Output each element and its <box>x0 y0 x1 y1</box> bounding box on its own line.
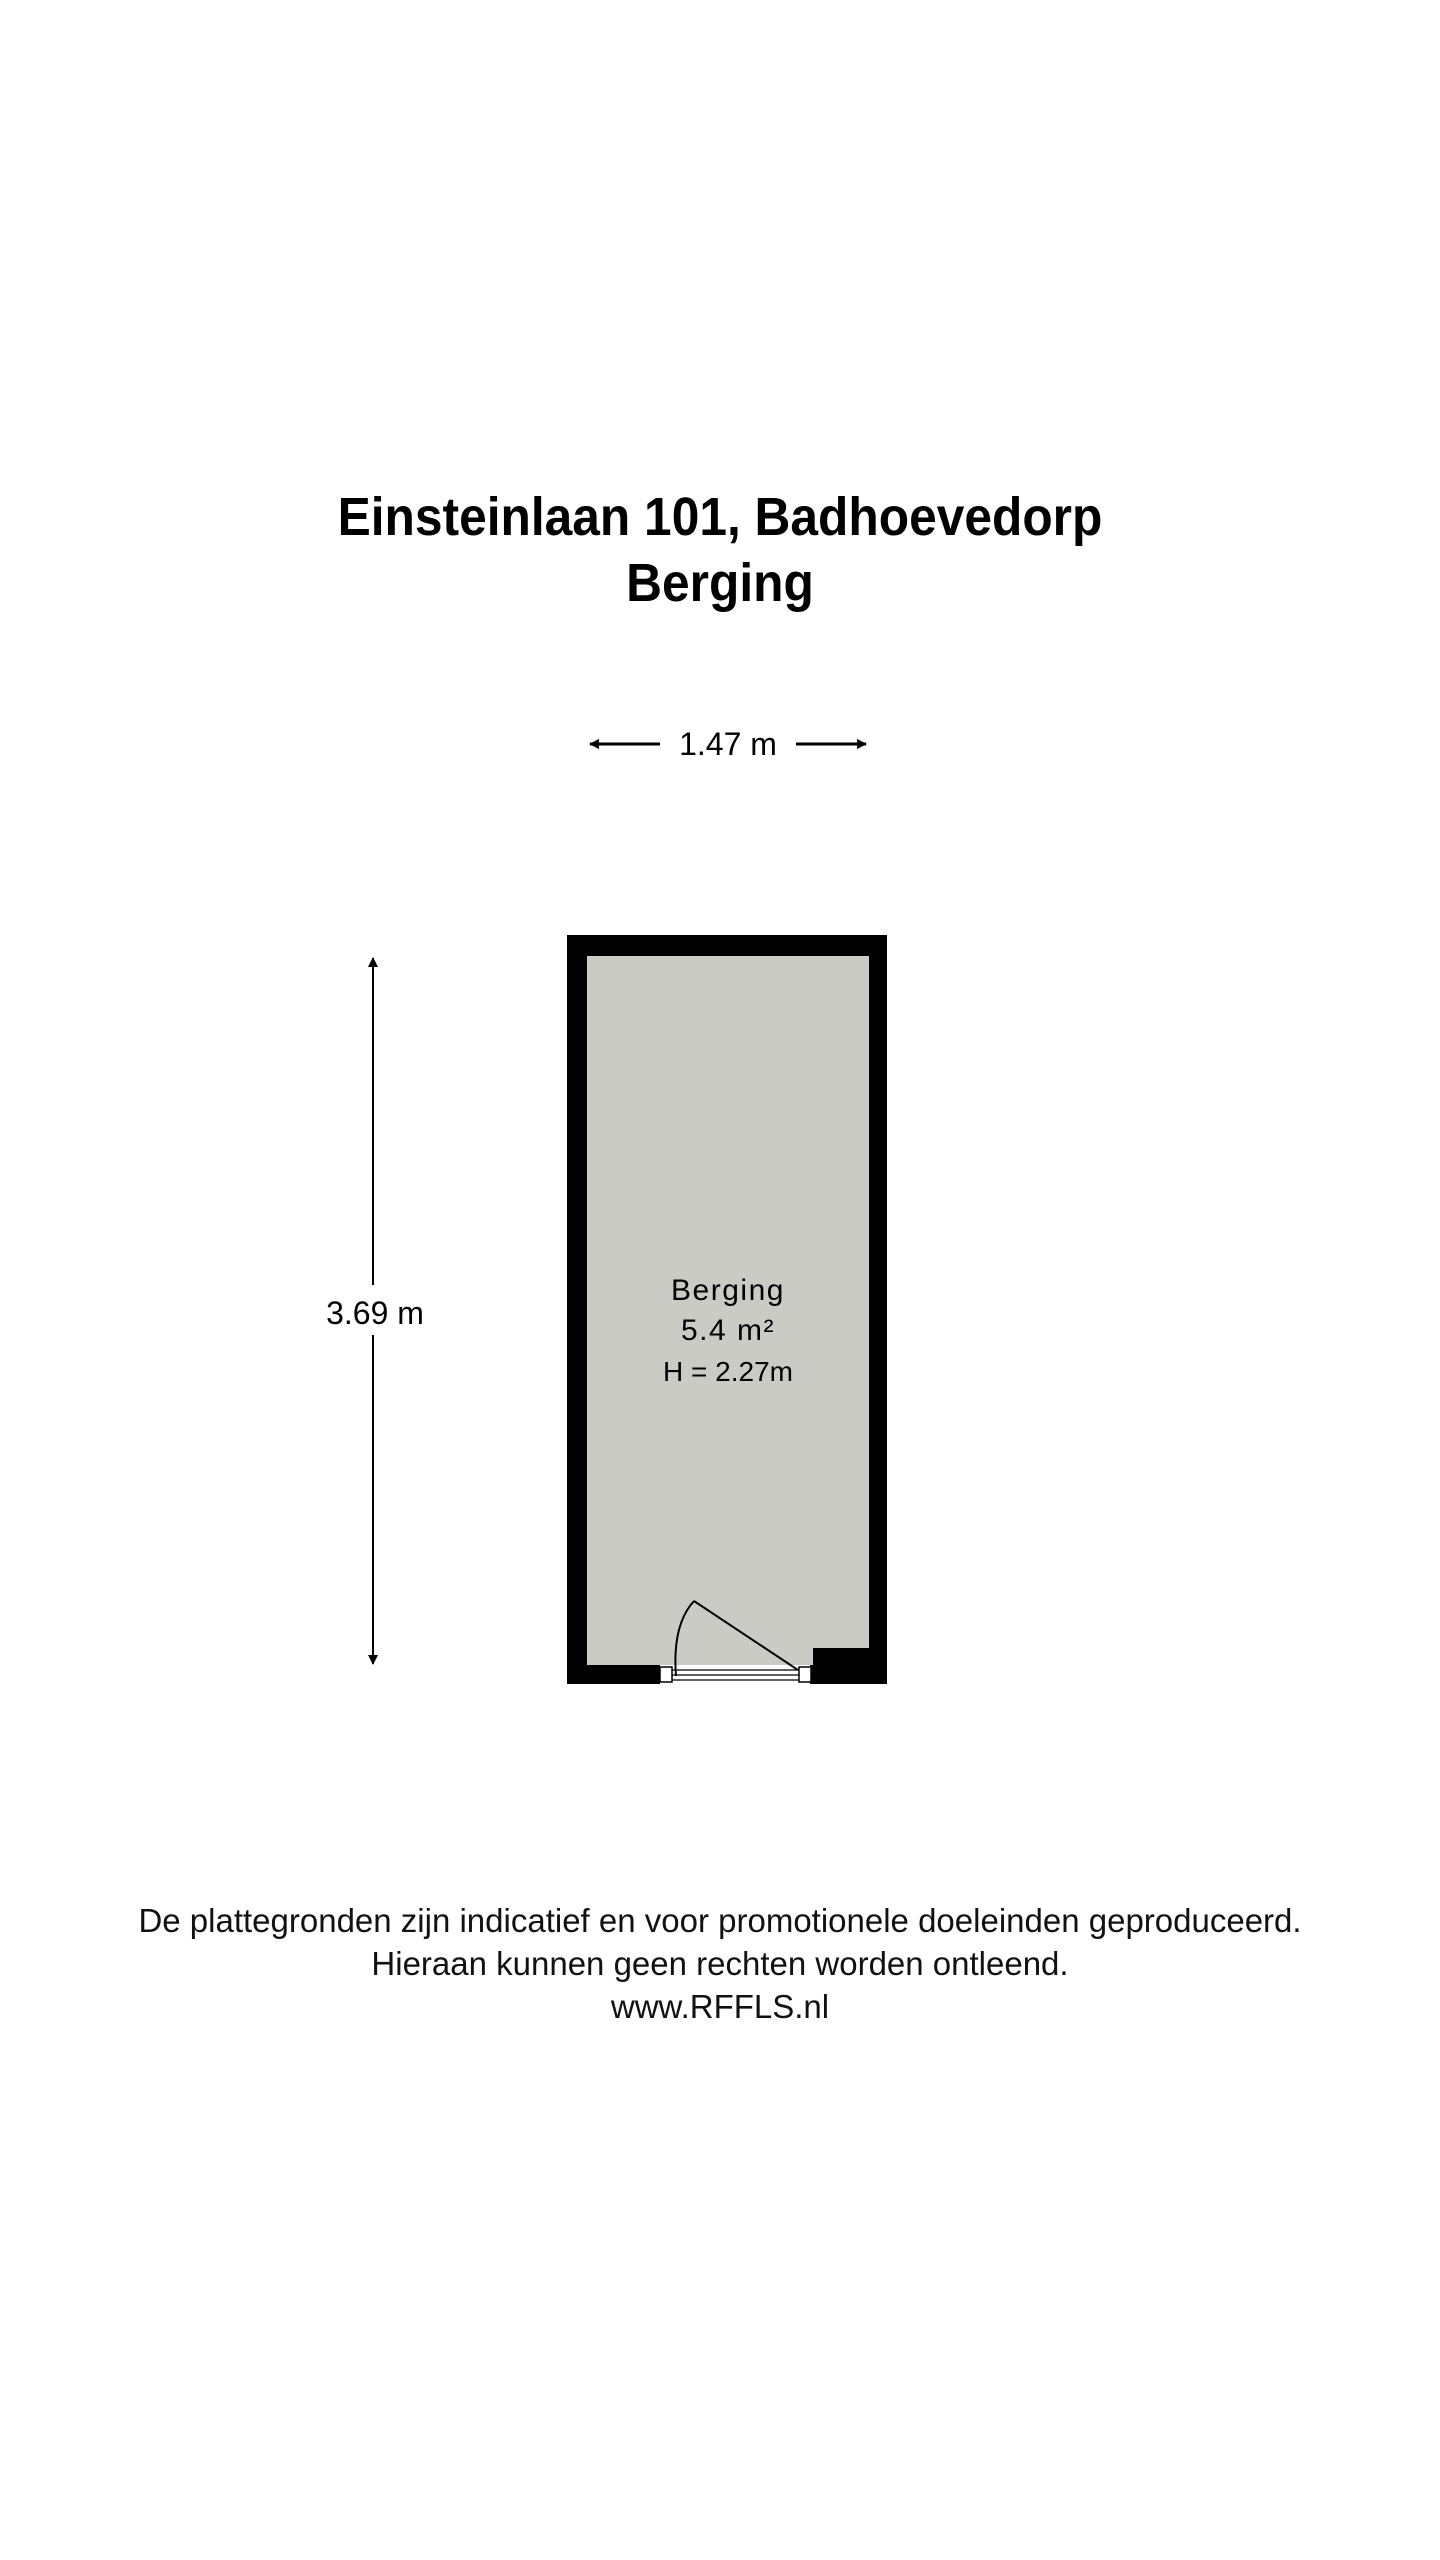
room-berging <box>567 935 887 1684</box>
room-name: Berging <box>671 1274 785 1307</box>
plan-title: Einsteinlaan 101, Badhoevedorp <box>337 487 1103 547</box>
room-ceiling-height: H = 2.27m <box>663 1356 793 1387</box>
room-area: 5.4 m² <box>680 1314 776 1347</box>
disclaimer-line-1: De plattegronden zijn indicatief en voor promotionele doeleinden geproduceerd. <box>138 1902 1302 1939</box>
website-link[interactable]: www.RFFLS.nl <box>610 1988 830 2025</box>
room-floor <box>587 956 869 1665</box>
disclaimer-line-2: Hieraan kunnen geen rechten worden ontleend. <box>371 1945 1069 1982</box>
height-label: 3.69 m <box>326 1295 424 1331</box>
width-label: 1.47 m <box>679 726 777 762</box>
width-dimension <box>590 726 866 762</box>
height-dimension <box>326 958 424 1664</box>
plan-subtitle: Berging <box>626 553 814 613</box>
